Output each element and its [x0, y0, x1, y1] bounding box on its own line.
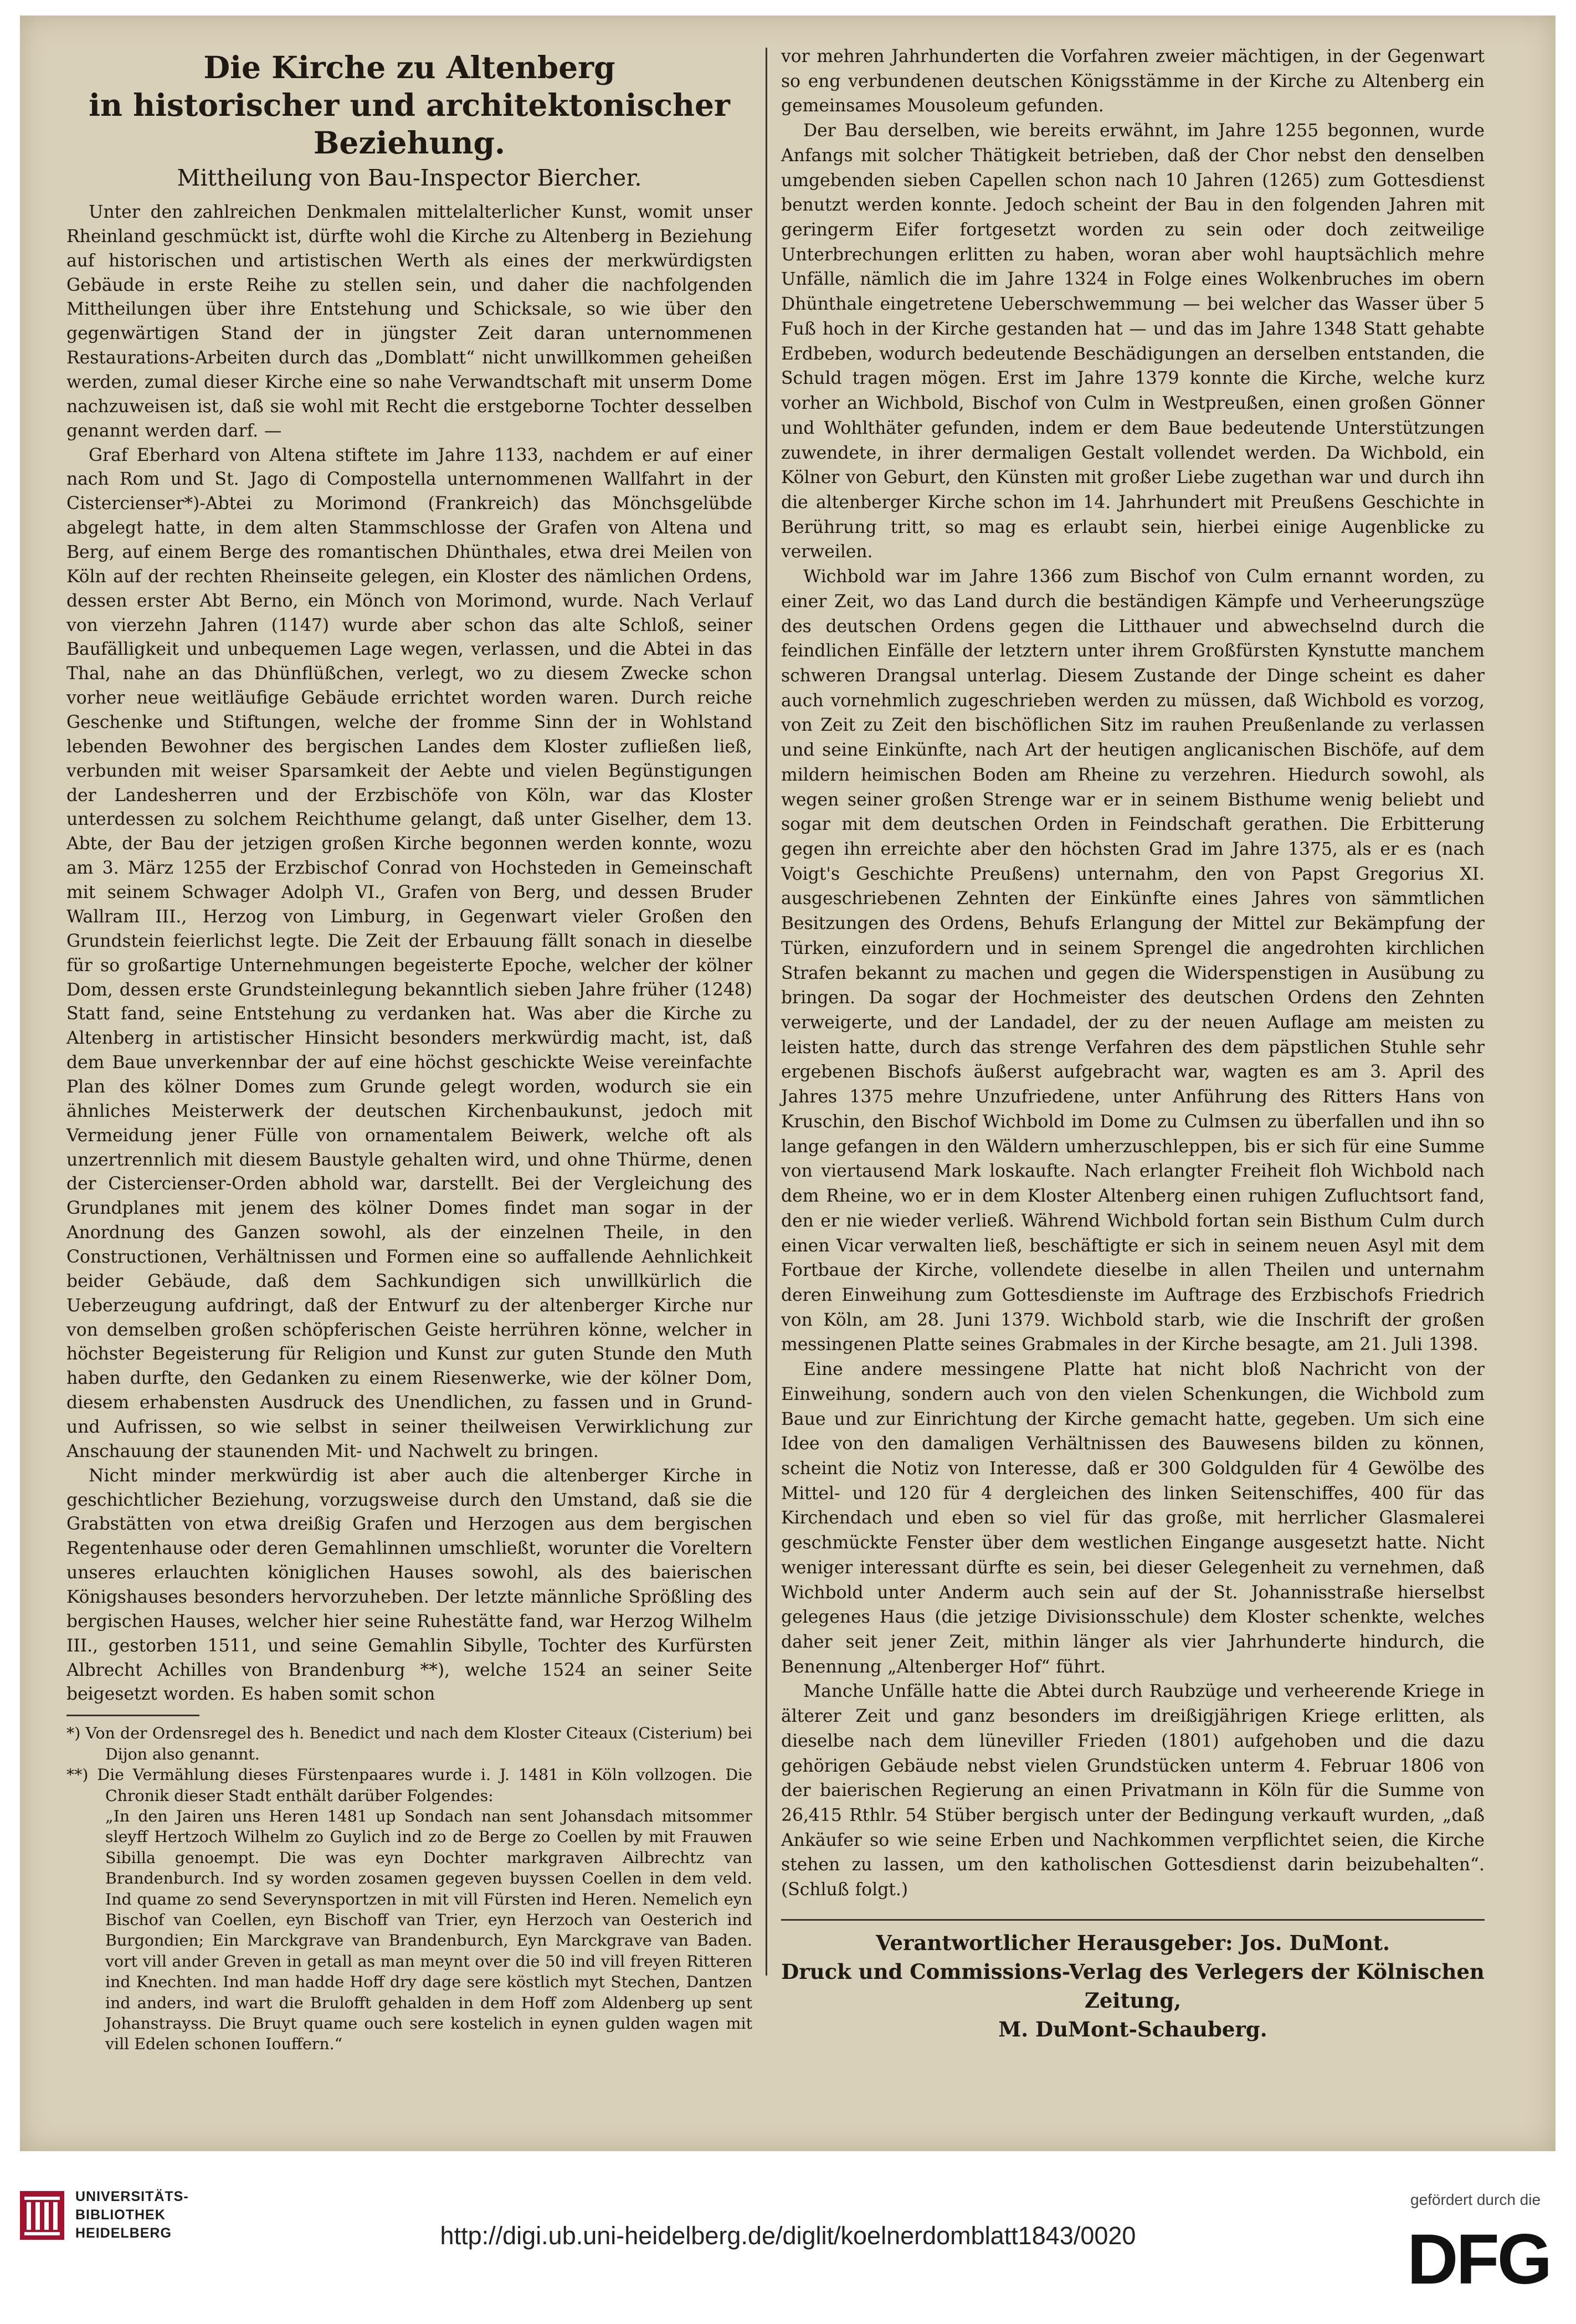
paragraph: vor mehren Jahrhunderten die Vorfahren zweier mächtigen, in der Gegenwart so eng verbundenen deutschen Königsstämme in der Kirche zu Altenberg ein gemeinsames Mousoleum gefunden.	[781, 47, 1485, 116]
paragraph: Nicht minder merkwürdig ist aber auch die altenberger Kirche in geschichtlicher Beziehung, vorzugsweise durch den Umstand, daß sie die Grabstätten von etwa dreißig Grafen und Herzogen aus dem bergischen Regentenhause oder deren Gemahlinnen umschließt, worunter die Voreltern unseres erlauchten königlichen Hauses sowohl, als des baierischen Königshauses besonders hervorzuheben. Der letzte männliche Sprößling des bergischen Hauses, welcher hier seine Ruhestätte fand, war Herzog Wilhelm III., gestorben 1511, und seine Gemahlin Sibylle, Tochter des Kurfürsten Albrecht Achilles von Brandenburg **), welche 1524 an seiner Seite beigesetzt worden. Es haben somit schon	[66, 1465, 752, 1705]
funder-block	[1407, 2191, 1573, 2313]
library-name-line: UNIVERSITÄTS-	[75, 2189, 189, 2204]
funding-credit: gefördert durch die	[1410, 2191, 1541, 2208]
footnote-divider	[66, 1715, 199, 1716]
paragraph: Manche Unfälle hatte die Abtei durch Raubzüge und verheerende Kriege in älterer Zeit und ganz besonders im dreißigjährigen Kriege erlitten, als dieselbe nach dem lüneviller Frieden (1801) aufgehoben und die dazu gehörigen Gebäude nebst vielen Grundstücken unterm 4. Februar 1806 von der baierischen Regierung an einen Privatmann in Köln für die Summe von 26,415 Rthlr. 54 Stüber bergisch unter der Bedingung verkauft wurden, „daß Ankäufer so wie seine Erben und Nachkommen verpflichtet seien, die Kirche stehen zu lassen, um den katholischen Gottesdienst darin beizubehalten“. (Schluß folgt.)	[781, 1681, 1485, 1900]
article-subtitle: in historischer und architektonischer Beziehung.	[89, 87, 730, 161]
imprint-divider	[781, 1919, 1485, 1921]
paragraph: Graf Eberhard von Altena stiftete im Jahre 1133, nachdem er auf einer nach Rom und St. Jago di Compostella unternommenen Wallfahrt in der Cistercienser*)-Abtei zu Morimond (Frankreich) das Mönchsgelübde abgelegt hatte, in dem alten Stammschlosse der Grafen von Altena und Berg, auf einem Berge des romantischen Dhünthales, etwa drei Meilen von Köln auf der rechten Rheinseite gelegen, ein Kloster des nämlichen Ordens, dessen erster Abt Berno, ein Mönch von Morimond, wurde. Nach Verlauf von vierzehn Jahren (1147) wurde aber schon das alte Schloß, seiner Baufälligkeit und unbequemen Lage wegen, verlassen, und die Abtei in das Thal, nahe an das Dhünflüßchen, verlegt, wo zu diesem Zwecke schon vorher neue weitläufige Gebäude errichtet worden waren. Durch reiche Geschenke und Stiftungen, welche der fromme Sinn der in Wohlstand lebenden Bewohner des bergischen Landes dem Kloster zufließen ließ, verbunden mit weiser Sparsamkeit der Aebte und vielen Begünstigungen der Landesherren und der Erzbischöfe von Köln, war das Kloster unterdessen zu solchem Reichthume gelangt, daß unter Giselher, dem 13. Abte, der Bau der jetzigen großen Kirche begonnen werden konnte, wozu am 3. März 1255 der Erzbischof Conrad von Hochsteden in Gemeinschaft mit seinem Schwager Adolph VI., Grafen von Berg, und dessen Bruder Wallram III., Herzog von Limburg, in Gegenwart vieler Großen den Grundstein feierlichst legte. Die Zeit der Erbauung fällt sonach in dieselbe für so großartige Unternehmungen begeisterte Epoche, welcher der kölner Dom, dessen erste Grundsteinlegung bekanntlich sieben Jahre früher (1248) Statt fand, seine Entstehung zu verdanken hat. Was aber die Kirche zu Altenberg in artistischer Hinsicht besonders merkwürdig macht, ist, daß dem Baue unverkennbar der auf eine höchst geschickte Weise vereinfachte Plan des kölner Domes zum Grunde gelegt worden, wodurch sie ein ähnliches Meisterwerk der deutschen Kirchenbaukunst, jedoch mit Vermeidung jener Fülle von ornamentalem Beiwerk, welche oft als unzertrennlich mit diesem Baustyle gehalten wird, und ohne Thürme, denen der Cistercienser-Orden abhold war, darstellt. Bei der Vergleichung des Grundplanes mit jenem des kölner Domes findet man sogar in der Anordnung des Ganzen sowohl, als der einzelnen Theile, in den Constructionen, Verhältnissen und Formen eine so auffallende Aehnlichkeit beider Gebäude, daß dem Sachkundigen sich unwillkürlich die Ueberzeugung aufdringt, daß der Entwurf zu der altenberger Kirche nur von demselben großen schöpferischen Geiste herrühren könne, welcher in höchster Begeisterung für Religion und Kunst zur guten Stunde den Muth haben durfte, den Gedanken zu einem Riesenwerke, wie der kölner Dom, diesem erhabensten Ausdruck des Unendlichen, zu fassen und in Grund- und Aufrissen, so wie selbst in seiner theilweisen Verwirklichung zur Anschauung der staunenden Mit- und Nachwelt zu bringen.	[66, 445, 752, 1461]
imprint-editor: Verantwortlicher Herausgeber: Jos. DuMont.	[876, 1930, 1390, 1955]
article-byline: Mittheilung von Bau-Inspector Biercher.	[177, 165, 642, 191]
footnote: *) Von der Ordensregel des h. Benedict und nach dem Kloster Citeaux (Cisterium) bei Dijon also genannt.	[66, 1724, 752, 1763]
imprint-publisher: Druck und Commissions-Verlag des Verlegers der Kölnischen Zeitung,	[781, 1959, 1485, 2013]
paragraph: Eine andere messingene Platte hat nicht bloß Nachricht von der Einweihung, sondern auch von den vielen Schenkungen, die Wichbold zum Baue und zur Einrichtung der Kirche gemacht hatte, gegeben. Um sich eine Idee von den damaligen Verhältnissen des Bauwesens bilden zu können, scheint die Notiz von Interesse, daß er 300 Goldgulden für 4 Gewölbe des Mittel- und 120 für 4 dergleichen des linken Seitenschiffes, 400 für das Kirchendach und eben so viel für das große, mit herrlicher Glasmalerei geschmückte Fenster über dem westlichen Eingange ausgesetzt hatte. Nicht weniger interessant dürfte es sein, bei dieser Gelegenheit zu vernehmen, daß Wichbold unter Anderm auch sein auf der St. Johannisstraße hierselbst gelegenes Haus (die jetzige Divisionsschule) dem Kloster schenkte, welches daher seit jener Zeit, mithin länger als vier Jahrhunderte hindurch, die Benennung „Altenberger Hof“ führt.	[781, 1359, 1485, 1677]
library-name-line: BIBLIOTHEK	[75, 2207, 166, 2223]
paragraph: Wichbold war im Jahre 1366 zum Bischof von Culm ernannt worden, zu einer Zeit, wo das Land durch die beständigen Kämpfe und Verheerungszüge des deutschen Ordens gegen die Litthauer und abwechselnd durch die feindlichen Einfälle der letztern unter ihrem Großfürsten Kynstutte manchem schweren Drangsal unterlag. Diesem Zustande der Dinge scheint es daher auch vornehmlich zugeschrieben werden zu müssen, daß Wichbold es vorzog, von Zeit zu Zeit den bischöflichen Sitz im rauhen Preußenlande zu verlassen und seine Einkünfte, nach Art der heutigen anglicanischen Bischöfe, auf dem mildern heimischen Boden am Rheine zu verzehren. Hiedurch sowohl, als wegen seiner großen Strenge war er in seinem Bisthume wenig beliebt und sogar mit dem deutschen Orden in Feindschaft gerathen. Die Erbitterung gegen ihn erreichte aber den höchsten Grad im Jahre 1375, als er es (nach Voigt's Geschichte Preußens) unternahm, den von Papst Gregorius XI. ausgeschriebenen Zehnten der Einkünfte eines Jahres von sämmtlichen Besitzungen des Ordens, Behufs Erlangung der Mittel zur Bekämpfung der Türken, einzufordern und in seinem Sprengel die angedrohten kirchlichen Strafen bekannt zu machen und gegen die Widerspenstigen in Ausübung zu bringen. Da sogar der Hochmeister des deutschen Ordens den Zehnten verweigerte, und der Landadel, der zu der neuen Auflage am meisten zu leisten hatte, durch das strenge Verfahren des dem päpstlichen Stuhle sehr ergebenen Bischofs äußerst aufgebracht war, wagten es am 3. April des Jahres 1375 mehre Unzufriedene, unter Anführung des Ritters Hans von Kruschin, den Bischof Wichbold im Dome zu Culmsen zu überfallen und ihn so lange gefangen in den Wäldern umherzuschleppen, bis er sich für eine Summe von viertausend Mark loskaufte. Nach erlangter Freiheit floh Wichbold nach dem Rheine, wo er in dem Kloster Altenberg einen ruhigen Zufluchtsort fand, den er nie wieder verließ. Während Wichbold fortan sein Bisthum Culm durch einen Vicar verwalten ließ, beschäftigte er sich in seinem neuen Asyl mit dem Fortbaue der Kirche, vollendete dieselbe in allen Theilen und unternahm deren Einweihung zum Gottesdienste im Auftrage des Erzbischofs Friedrich von Köln, am 28. Juni 1379. Wichbold starb, wie die Inschrift der großen messingenen Platte seines Grabmales in der Kirche besagte, am 21. Juli 1398.	[781, 567, 1485, 1355]
right-column	[781, 44, 1485, 2105]
dfg-logo[interactable]: DFG	[1407, 2220, 1551, 2299]
left-column	[66, 44, 752, 2105]
newspaper-page	[66, 44, 1485, 2105]
library-name-line: HEIDELBERG	[75, 2225, 172, 2241]
footnote-quote: „In den Jairen uns Heren 1481 up Sondach nan sent Johansdach mitsommer sleyff Hertzoch Wilhelm zo Guylich ind zo de Berge zo Coellen by mit Frauwen Sibilla genoempt. Die was eyn Dochter markgraven Ailbrechtz van Brandenburch. Ind sy worden zosamen gegeven buyssen Coellen in dem veld. Ind quame zo send Severynsportzen in mit vill Fürsten ind Heren. Nemelich eyn Bischof van Coellen, eyn Bischoff van Trier, eyn Herzoch van Oesterich ind Burgondien; Ein Marckgrave van Brandenburch, Eyn Marckgrave van Baden. vort vill ander Greven in getall as man meynt over die 50 ind vill freyen Ritteren ind Knechten. Ind man hadde Hoff dry dage sere köstlich myt Stechen, Dantzen ind anders, ind wart die Brulofft gehalden in dem Hoff zom Aldenberg up sent Johanstrayss. Die Bruyt quame ouch sere kostelich in eynen gulden wagen mit vill Edelen schonen Iouffern.“	[105, 1807, 752, 2054]
footnote: **) Die Vermählung dieses Fürstenpaares wurde i. J. 1481 in Köln vollzogen. Die Chronik dieser Stadt enthält darüber Folgendes:	[66, 1766, 752, 1805]
permalink-url[interactable]: http://digi.ub.uni-heidelberg.de/diglit/koelnerdomblatt1843/0020	[440, 2222, 1136, 2250]
imprint-publisher-name: M. DuMont-Schauberg.	[998, 2017, 1267, 2041]
column-divider	[766, 48, 767, 1976]
paragraph: Unter den zahlreichen Denkmalen mittelalterlicher Kunst, womit unser Rheinland geschmückt ist, dürfte wohl die Kirche zu Altenberg in Beziehung auf historischen und artistischen Werth als eines der merkwürdigsten Gebäude in erste Reihe zu stellen sein, und daher die nachfolgenden Mittheilungen über ihre Entstehung und Schicksale, so wie über den gegenwärtigen Stand der in jüngster Zeit daran unternommenen Restaurations-Arbeiten durch das „Domblatt“ nicht unwillkommen geheißen werden, zumal dieser Kirche eine so nahe Verwandtschaft mit unserm Dome nachzuweisen ist, daß sie wohl mit Recht die erstgeborne Tochter desselben genannt werden darf. —	[66, 202, 752, 441]
article-title: Die Kirche zu Altenberg	[203, 49, 615, 85]
paragraph: Der Bau derselben, wie bereits erwähnt, im Jahre 1255 begonnen, wurde Anfangs mit solcher Thätigkeit betrieben, daß der Chor nebst den denselben umgebenden sieben Capellen schon nach 10 Jahren (1265) zum Gottesdienst benutzt werden konnte. Jedoch scheint der Bau in den folgenden Jahren mit geringerm Eifer fortgesetzt worden zu sein oder doch zeitweilige Unterbrechungen erlitten zu haben, woran aber wohl hauptsächlich mehre Unfälle, nämlich die im Jahre 1324 in Folge eines Wolkenbruches im obern Dhünthale eingetretene Ueberschwemmung — bei welcher das Wasser über 5 Fuß hoch in der Kirche gestanden hat — und das im Jahre 1348 Statt gehabte Erdbeben, wodurch bedeutende Beschädigungen an derselben entstanden, die Schuld tragen mögen. Erst im Jahre 1379 konnte die Kirche, welche kurz vorher an Wichbold, Bischof von Culm in Westpreußen, einen großen Gönner und Wohlthäter gefunden, indem er dem Baue bedeutende Unterstützungen zuwendete, in ihrer dermaligen Gestalt vollendet werden. Da Wichbold, ein Kölner von Geburt, den Künsten mit großer Liebe zugethan war und durch ihn die altenberger Kirche schon im 14. Jahrhundert mit Preußens Geschichte in Berührung tritt, so mag es erlaubt sein, hierbei einige Augenblicke zu verweilen.	[781, 121, 1485, 562]
